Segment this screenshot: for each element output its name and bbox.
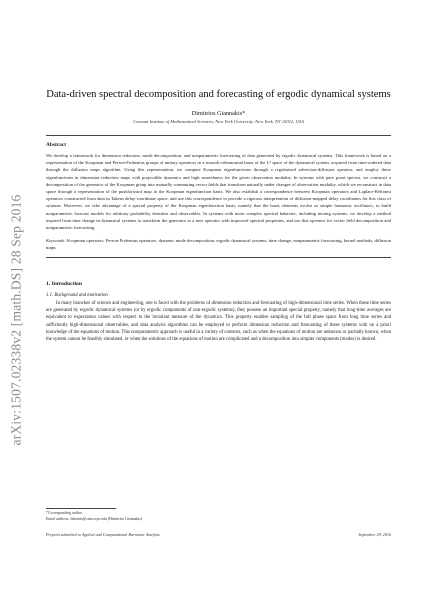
author-name: Dimitrios Giannakis* bbox=[191, 110, 246, 117]
keywords-block bbox=[46, 237, 391, 251]
footnote bbox=[46, 511, 391, 522]
paper-page bbox=[46, 0, 391, 537]
author-affiliation: Courant Institute of Mathematical Sciences, New York University, New York, NY 10012, USA bbox=[133, 119, 304, 124]
abstract-top-rule bbox=[46, 135, 391, 136]
keywords-text: Koopman operators, Perron-Frobenius operators, dynamic mode decomposition, ergodic dynamical systems, time change, nonparametric forecasting, kernel methods, diffusion maps bbox=[46, 238, 391, 251]
paper-title: Data-driven spectral decomposition and forecasting of ergodic dynamical systems bbox=[46, 89, 391, 100]
footnote-email-label: Email address: bbox=[46, 516, 70, 521]
footnote-email-line bbox=[46, 517, 391, 523]
intro-paragraph: In many branches of science and engineering, one is faced with the problems of dimension reduction and forecasting of high-dimensional time series. When these time series are generated by ergodic dynamical systems (or by ergodic components of non-ergodic systems), they possess an important special property, namely that long-time averages are equivalent to expectation values with respect to the invariant measure of the dynamics. This property enables sampling of the full phase space from long time series and sufficiently high-dimensional observables, and data analysis algorithms can be employed to perform dimension reduction and forecasting of these systems with no a priori knowledge of the equations of motion. This nonparametric approach is useful in a variety of contexts, such as when the equations of motion are unknown or partially known, when the system cannot be feasibly simulated, or when the solutions of the equations of motion are complicated and a decomposition into simpler components (modes) is desired. bbox=[46, 300, 391, 343]
footnote-rule bbox=[46, 508, 116, 509]
arxiv-stamp-column bbox=[4, 140, 28, 500]
footnote-email: dimitris@cims.nyu.edu (Dimitrios Giannakis) bbox=[70, 516, 143, 521]
page-footer bbox=[46, 532, 391, 538]
abstract-text: We develop a framework for dimension reduction, mode decomposition, and nonparametric forecasting of data generated by ergodic dynamical systems. This framework is based on a representation of the Koopman and Perron-Frobenius groups of unitary operators in a smooth orthonormal basis of the L² space of the dynamical system, acquired from time-ordered data through the diffusion maps algorithm. Using this representation, we compute Koopman eigenfunctions through a regularized advection-diffusion operator, and employ these eigenfunctions in dimension reduction maps with projectible dynamics and high smoothness for the given observation modality. In systems with pure point spectra, we construct a decomposition of the generator of the Koopman group into mutually commuting vector fields that transform naturally under changes of observation modality, which we reconstruct in data space through a representation of the pushforward map in the Koopman eigenfunction basis. We also establish a correspondence between Koopman operators and Laplace-Beltrami operators constructed from data in Takens delay-coordinate space, and use this correspondence to provide a rigorous interpretation of diffusion-mapped delay coordinates for this class of systems. Moreover, we take advantage of a special property of the Koopman eigenfunction basis, namely that the basis elements evolve as simple harmonic oscillators, to build nonparametric forecast models for arbitrary probability densities and observables. In systems with more complex spectral behavior, including mixing systems, we develop a method inspired from time change in dynamical systems to transform the generator to a new operator with improved spectral properties, and use that operator for vector field decomposition and nonparametric forecasting. bbox=[46, 153, 391, 231]
footer-preprint-note: Preprint submitted to Applied and Computational Harmonic Analysis bbox=[46, 532, 160, 537]
section-heading: 1. Introduction bbox=[46, 280, 82, 287]
footnote-corresponding: *Corresponding author bbox=[46, 511, 82, 515]
footer-date: September 29, 2016 bbox=[358, 532, 391, 537]
abstract-bottom-rule bbox=[46, 257, 391, 258]
abstract-heading: Abstract bbox=[46, 142, 67, 148]
arxiv-identifier: arXiv:1507.02338v2 [math.DS] 28 Sep 2016 bbox=[8, 194, 24, 446]
subsection-heading: 1.1. Background and motivation bbox=[46, 292, 108, 298]
keywords-label: Keywords: bbox=[46, 238, 66, 244]
